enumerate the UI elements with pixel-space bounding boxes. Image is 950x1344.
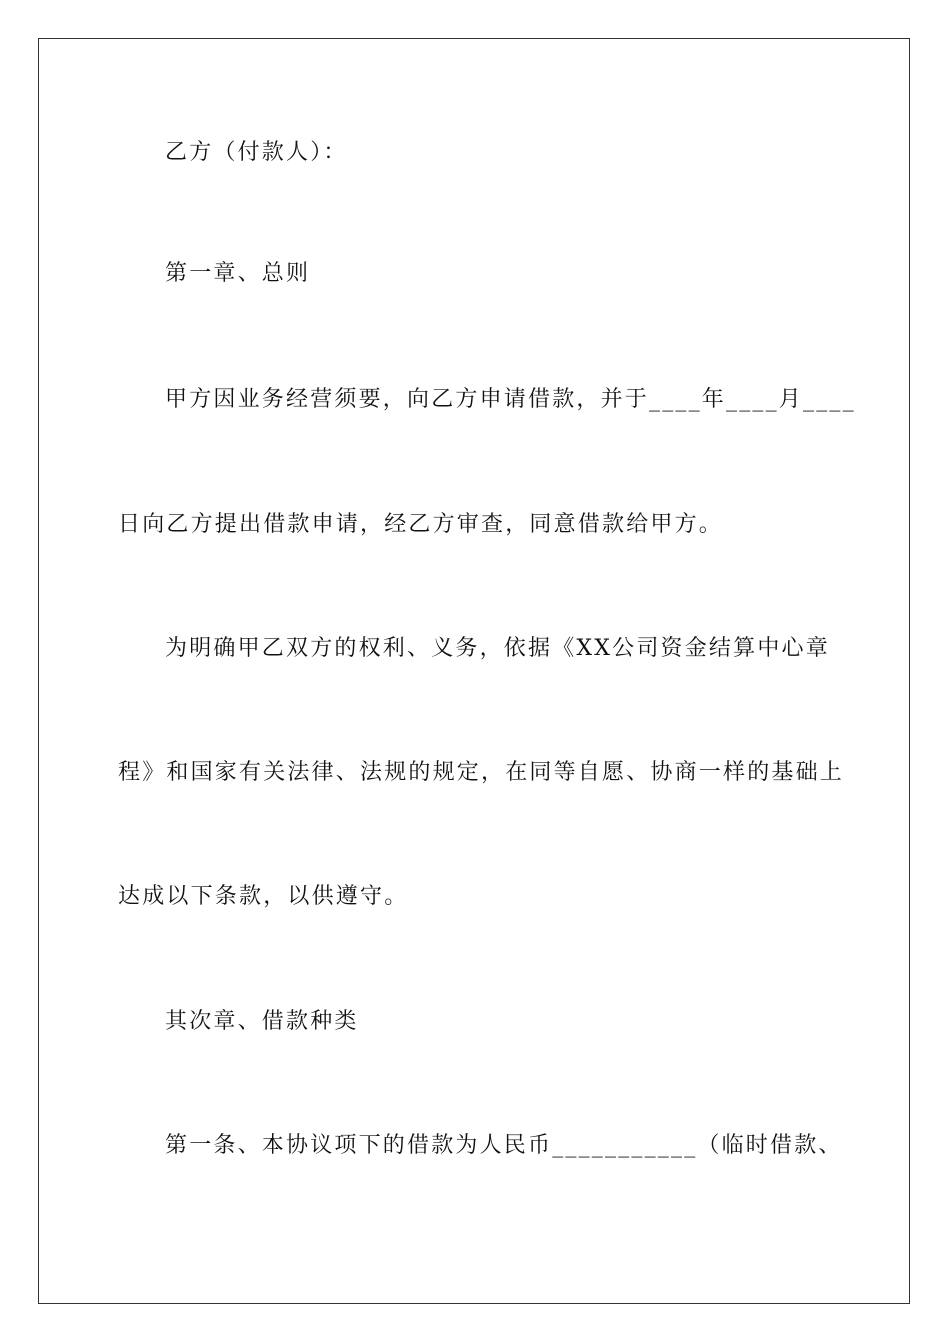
paragraph-line: 达成以下条款，以供遵守。 [118,884,409,909]
party-b-label: 乙方（付款人）： [165,140,348,165]
chapter-two-heading: 其次章、借款种类 [165,1009,359,1034]
chapter-one-heading: 第一章、总则 [165,261,311,286]
paragraph-line: 为明确甲乙双方的权利、义务，依据《XX公司资金结算中心章 [165,636,830,661]
paragraph-line: 日向乙方提出借款申请，经乙方审查，同意借款给甲方。 [118,512,724,537]
paragraph-line: 甲方因业务经营须要，向乙方申请借款，并于____年____月____ [165,387,856,412]
paragraph-line: 第一条、本协议项下的借款为人民币___________（临时借款、 [165,1133,843,1158]
paragraph-line: 程》和国家有关法律、法规的规定，在同等自愿、协商一样的基础上 [118,760,845,785]
page-frame [38,38,910,1304]
